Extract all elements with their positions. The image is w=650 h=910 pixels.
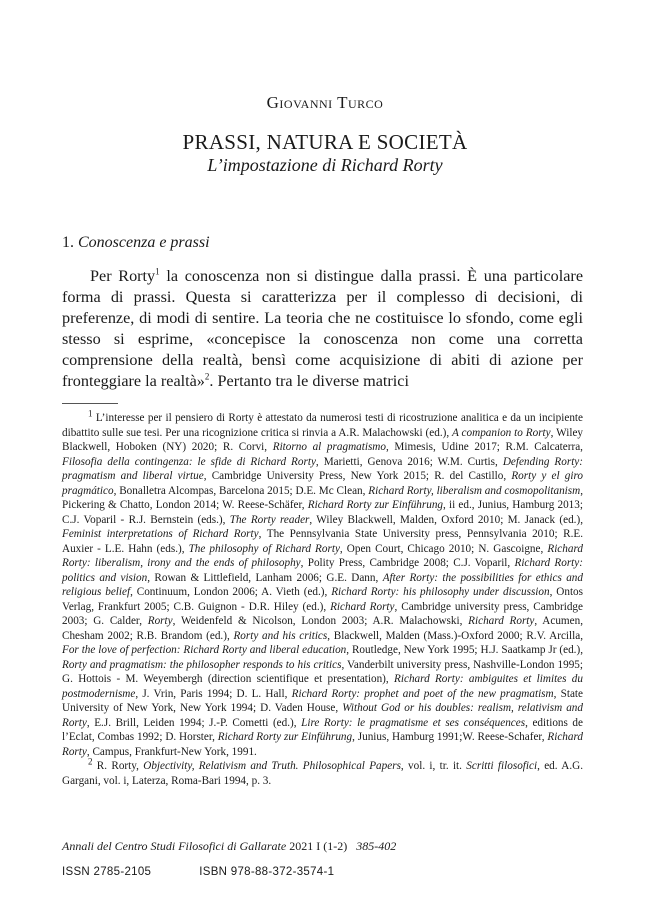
footnote-1: $^1$ L’interesse per il pensiero di Rorty è attestato da numerosi testi di ricostruzione analitica e da un incipiente dibattito sulle sue tesi. Per una ricognizione critica si rinvia a A.R. Malachowski (ed.), A companion to Rorty, Wiley Blackwell, Hoboken (NY) 2020; R. Corvi, Ritorno al pragmatismo, Mimesis, Udine 2017; R.M. Calcaterra, Filosofia della contingenza: le sfide di Richard Rorty, Marietti, Genova 2016; W.M. Curtis, Defending Rorty: pragmatism and liberal virtue, Cambridge University Press, New York 2015; R. del Castillo, Rorty y el giro pragmático, Bonalletra Alcompas, Barcelona 2015; D.E. Mc Clean, Richard Rorty, liberalism and cosmopolitanism, Pickering & Chatto, London 2014; W. Reese-Schäfer, Richard Rorty zur Einführung, ii ed., Junius, Hamburg 2013; C.J. Voparil - R.J. Bernstein (eds.), The Rorty reader, Wiley Blackwell, Malden, Oxford 2010; M. Janack (ed.), Feminist interpretations of Richard Rorty, The Pennsylvania State University press, Pennsylvania 2010; R.E. Auxier - L.E. Hahn (eds.), The philosophy of Richard Rorty, Open Court, Chicago 2010; N. Gascoigne, Richard Rorty: liberalism, irony and the ends of philosophy, Polity Press, Cambridge 2008; C.J. Voparil, Richard Rorty: politics and vision, Rowan & Littlefield, Lanham 2006; G.E. Dann, After Rorty: the possibilities for ethics and religious belief, Continuum, London 2006; A. Vieth (ed.), Richard Rorty: his philosophy under discussion, Ontos Verlag, Frankfurt 2005; C.B. Guignon - D.R. Hiley (ed.), Richard Rorty, Cambridge university press, Cambridge 2003; G. Calder, Rorty, Weidenfeld & Nicolson, London 2003; A.R. Malachowski, Richard Rorty, Acumen, Chesham 2002; R.B. Brandom (ed.), Rorty and his critics, Blackwell, Malden (Mass.)-Oxford 2000; R.V. Arcilla, For the love of perfection: Richard Rorty and liberal education, Routledge, New York 1995; H.J. Saatkamp Jr (ed.), Rorty and pragmatism: the philosopher responds to his critics, Vanderbilt university press, Nashville-London 1995; G. Hottois - M. Weyembergh (direction scientifique et presentation), Richard Rorty: ambiguites et limites du postmodernisme, J. Vrin, Paris 1994; D. L. Hall, Richard Rorty: prophet and poet of the new pragmatism, State University of New York, New York 1994; D. Vaden House, Without God or his doubles: realism, relativism and Rorty, E.J. Brill, Leiden 1994; J.-P. Cometti (ed.), Lire Rorty: le pragmatisme et ses conséquences, editions de l’Eclat, Combas 1992; D. Horster, Richard Rorty zur Einführung, Junius, Hamburg 1991;W. Reese-Schafer, Richard Rorty, Campus, Frankfurt-New York, 1991. [62, 408, 584, 758]
section-number: 1. [62, 234, 74, 251]
footnote-ref-2[interactable]: 2 [204, 372, 210, 383]
isbn: ISBN 978-88-372-3574-1 [199, 866, 335, 878]
footnote-mark: 1 [88, 408, 93, 419]
article-subtitle: L’impostazione di Richard Rorty [207, 155, 443, 175]
footnote-separator [62, 403, 118, 404]
article-title: PRASSI, NATURA E SOCIETÀ [182, 130, 468, 154]
journal-issue: 2021 I (1-2) [286, 839, 348, 853]
footnote-2: $^2$ R. Rorty, Objectivity, Relativism and Truth. Philosophical Papers, vol. i, tr. it. Scritti filosofici, ed. A.G. Gargani, vol. i, Laterza, Roma-Bari 1994, p. 3. [62, 756, 583, 787]
issn: ISSN 2785-2105 [62, 866, 152, 878]
identifiers [62, 866, 334, 878]
body-paragraph [62, 266, 583, 393]
body-text [62, 266, 583, 393]
footnote-ref-1[interactable]: 1 [155, 266, 160, 277]
footnotes [62, 408, 584, 788]
body-text-part: la conoscenza non si distingue dalla prassi. È una particolare forma di prassi. Questa si caratterizza per il complesso di decisioni, di preferenze, di modi di sentire. La teoria che ne costituisce lo sfondo, come egli stesso si esprime, «concepisce la conoscenza non come una corretta comprensione della realtà, bensì come acquisizione di abiti di azione per fronteggiare la realtà» [62, 267, 584, 391]
section-heading [62, 234, 210, 252]
journal-citation [62, 839, 396, 854]
body-text-part: . Pertanto tra le diverse matrici [209, 372, 409, 391]
footnote-mark: 2 [88, 756, 93, 767]
page-range: 385-402 [356, 839, 397, 853]
section-title: Conoscenza e prassi [78, 234, 210, 251]
journal-name: Annali del Centro Studi Filosofici di Gallarate [62, 839, 287, 853]
body-text-part: Per Rorty [90, 267, 156, 285]
author-name: Giovanni Turco [266, 93, 384, 112]
